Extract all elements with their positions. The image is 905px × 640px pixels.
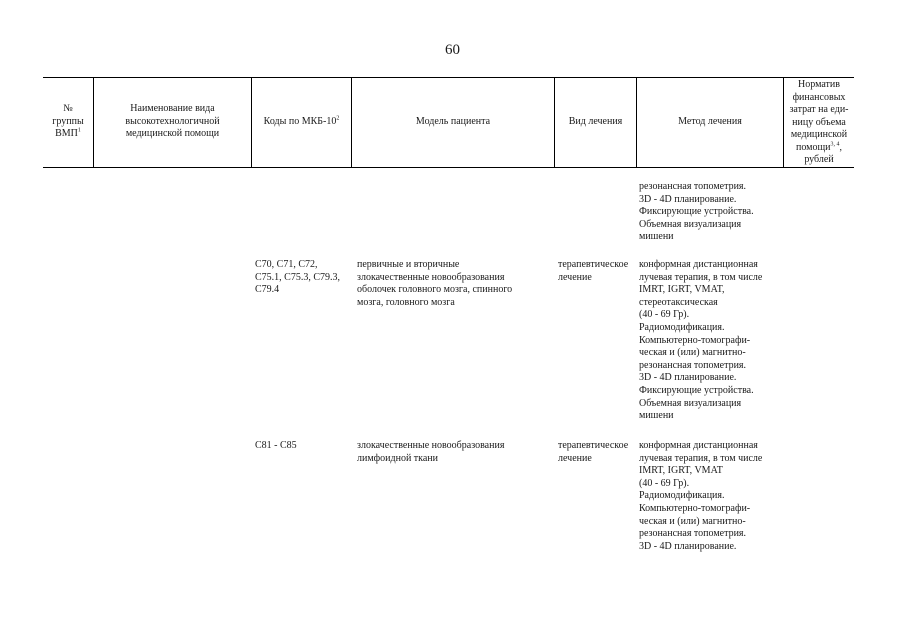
row-1-codes: C70, C71, C72, C75.1, C75.3, C79.3, C79.4 [255, 259, 341, 296]
row-2-codes: C81 - C85 [255, 440, 297, 451]
header-cost-norm-unit: , рублей [804, 141, 843, 165]
header-cost-norm-label: Норматив финансовых затрат на еди- ницу объема медицинской помощи [789, 79, 849, 153]
row-0-method: резонансная топометрия. 3D - 4D планирование. Фиксирующие устройства. Объемная визуализация мишени [639, 181, 754, 243]
page-number: 60 [445, 42, 460, 58]
header-patient-model [352, 77, 554, 167]
row-1-type: терапевтическое лечение [558, 259, 629, 283]
row-2-type: терапевтическое лечение [558, 440, 629, 464]
row-1-model: первичные и вторичные злокачественные новообразования оболочек головного мозга, спинного мозга, головного мозга [357, 259, 513, 308]
row-2-method: конформная дистанционная лучевая терапия, в том числе IMRT, IGRT, VMAT (40 - 69 Гр). Радиомодификация. Компьютерно-томографи- ческая и (или) магнитно- резонансная топометрия. 3D - 4D планирование. [639, 440, 763, 552]
footnote-ref: 3, 4 [830, 141, 840, 148]
header-patient-model-label: Модель пациента [415, 115, 491, 127]
row-2-model: злокачественные новообразования лимфоидной ткани [357, 440, 505, 464]
header-treatment-type-label: Вид лечения [568, 115, 623, 127]
header-care-name-label: Наименование вида высокотехнологичной медицинской помощи [125, 103, 220, 140]
footnote-ref: 1 [77, 127, 81, 134]
header-icd-codes [252, 77, 351, 167]
header-care-name [94, 77, 251, 167]
header-treatment-method-label: Метод лечения [678, 115, 742, 127]
row-1-method: конформная дистанционная лучевая терапия, в том числе IMRT, IGRT, VMAT, стереотаксическая (40 - 69 Гр). Радиомодификация. Компьютерно-томографи- ческая и (или) магнитно- резонансная топометрия. 3D - 4D планирование. Фиксирующие устройства. Объемная визуализация мишени [639, 259, 763, 422]
header-bottom-border [43, 167, 854, 168]
header-cost-norm [784, 77, 854, 167]
header-treatment-method [637, 77, 783, 167]
header-group-number-label: № группы ВМП [52, 103, 84, 140]
header-treatment-type [555, 77, 636, 167]
header-icd-codes-label: Коды по МКБ-10 [263, 115, 337, 127]
header-group-number [43, 77, 93, 167]
footnote-ref: 2 [336, 115, 340, 122]
